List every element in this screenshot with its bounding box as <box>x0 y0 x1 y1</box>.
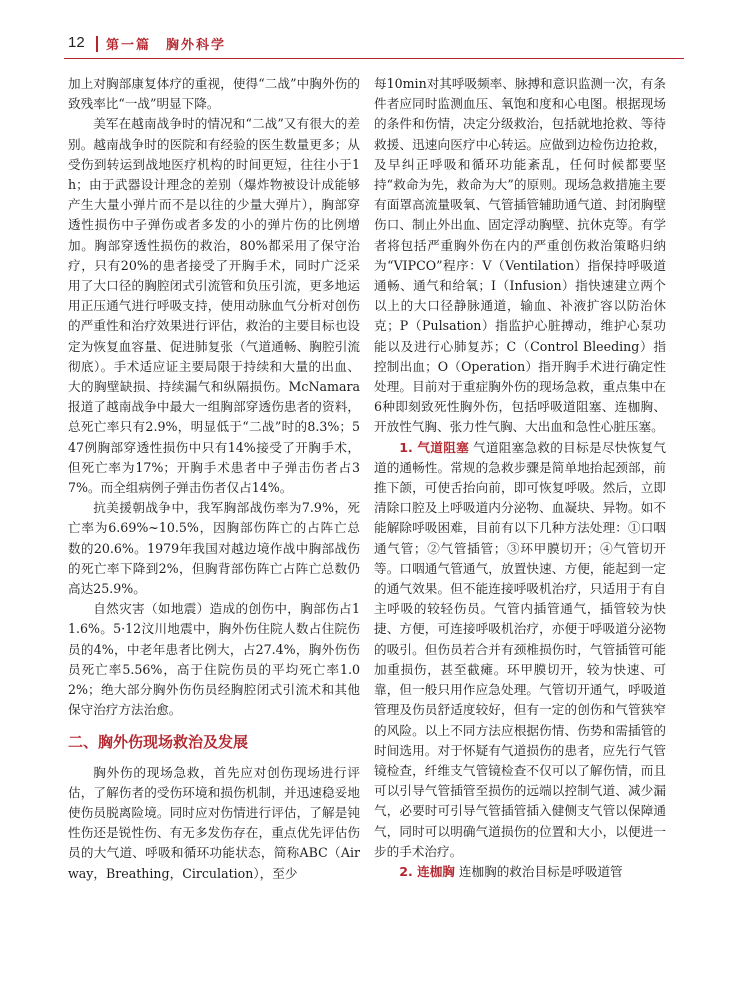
subheading-airway-obstruction: 1. 气道阻塞 <box>399 439 469 455</box>
paragraph: 抗美援朝战争中，我军胸部战伤率为7.9%，死亡率为6.69%~10.5%，因胸部伤阵亡的占阵亡总数的20.6%。1979年我国对越边境作战中胸部战伤的死亡率下降到2%，但胸背部伤阵亡占阵亡总数仍高达25.9%。 <box>68 500 360 597</box>
paragraph-text: 气道阻塞急救的目标是尽快恢复气道的通畅性。常规的急救步骤是简单地抬起颈部，前推下颌，可使舌抬向前，即可恢复呼吸。然后，立即清除口腔及上呼吸道内分泌物、血凝块、异物。如不能解除呼吸困难，目前有以下几种方法处理：①口咽通气管；②气管插管；③环甲膜切开；④气管切开等。口咽通气管通气，放置快速、方便，能起到一定的通气效果。但不能连接呼吸机治疗，只适用于有自主呼吸的较轻伤员。气管内插管通气，插管较为快捷、方便，可连接呼吸机治疗，亦便于呼吸道分泌物的吸引。但伤员若合并有颈椎损伤时，气管插管可能加重损伤，甚至截瘫。环甲膜切开，较为快速、可靠，但一般只用作应急处理。气管切开通气，呼吸道管理及伤员舒适度较好，但有一定的创伤和气管狭窄的风险。以上不同方法应根据伤情、伤势和需插管的时间选用。对于怀疑有气道损伤的患者，应先行气管镜检查，纤维支气管镜检查不仅可以了解伤情，而且可以引导气管插管至损伤的远端以控制气道、减少漏气，必要时可引导气管插管插入健侧支气管以保障通气，同时可以明确气道损伤的位置和大小，以便进一步的手术治疗。 <box>374 439 666 859</box>
paragraph <box>374 862 666 882</box>
header-separator <box>96 36 98 52</box>
paragraph <box>374 438 666 862</box>
paragraph: 每10min对其呼吸频率、脉搏和意识监测一次，有条件者应同时监测血压、氧饱和度和心电图。根据现场的条件和伤情，决定分级救治，包括就地抢救、等待救援、迅速向医疗中心转运。应做到边检伤边抢救，及早纠正呼吸和循环功能紊乱，任何时候都要坚持“救命为先，救命为大”的原则。现场急救措施主要有面罩高流量吸氧、气管插管辅助通气道、封闭胸壁伤口、制止外出血、固定浮动胸壁、抗休克等。有学者将包括严重胸外伤在内的严重创伤救治策略归纳为“VIPCO”程序：V（Ventilation）指保持呼吸道通畅、通气和给氧；I（Infusion）指快速建立两个以上的大口径静脉通道，输血、补液扩容以防治休克；P（Pulsation）指监护心脏搏动，维护心泵功能以及进行心肺复苏；C（Control Bleeding）指控制出血；O（Operation）指开胸手术进行确定性处理。目前对于重症胸外伤的现场急救，重点集中在6种即刻致死性胸外伤，包括呼吸道阻塞、连枷胸、开放性气胸、张力性气胸、大出血和急性心脏压塞。 <box>374 76 666 435</box>
paragraph-text: 连枷胸的救治目标是呼吸道管 <box>458 863 623 879</box>
paragraph: 美军在越南战争时的情况和“二战”又有很大的差别。越南战争时的医院和有经验的医生数量更多；从受伤到转运到战地医疗机构的时间更短，往往小于1h；由于武器设计理念的差别（爆炸物被设计成能够产生大量小弹片而不是以往的少量大弹片），胸部穿透性损伤中子弹伤或者多发的小的弹片伤的比例增加。胸部穿透性损伤的救治，80%都采用了保守治疗，只有20%的患者接受了开胸手术，同时广泛采用了大口径的胸腔闭式引流管和负压引流，更多地运用正压通气进行呼吸支持，使用动脉血气分析对创伤的严重性和治疗效果进行评估，救治的主要目标也设定为恢复血容量、促进肺复张（气道通畅、胸腔引流彻底）。手术适应证主要局限于持续和大量的出血、大的胸壁缺损、持续漏气和纵隔损伤。McNamara报道了越南战争中最大一组胸部穿透伤患者的资料，总死亡率只有2.9%，明显低于“二战”时的8.3%；547例胸部穿透性损伤中只有14%接受了开胸手术，但死亡率为17%；开胸手术患者中子弹击伤者占37%。而全组病例子弹击伤者仅占14%。 <box>68 116 360 496</box>
page-header <box>0 0 730 62</box>
left-column <box>68 74 360 884</box>
section-heading: 二、胸外伤现场救治及发展 <box>68 732 249 751</box>
paragraph: 自然灾害（如地震）造成的创伤中，胸部伤占11.6%。5·12汶川地震中，胸外伤住院人数占住院伤员的4%，中老年患者比例大，占27.4%，胸外伤伤员死亡率5.56%，高于住院伤员的平均死亡率1.02%；绝大部分胸外伤伤员经胸腔闭式引流术和其他保守治疗方法治愈。 <box>68 601 360 718</box>
paragraph: 加上对胸部康复体疗的重视，使得“二战”中胸外伤的致残率比“一战”明显下降。 <box>68 76 360 112</box>
chapter-title: 第一篇 胸外科学 <box>106 38 227 53</box>
page-number: 12 <box>68 34 85 51</box>
right-column <box>374 74 666 882</box>
paragraph: 胸外伤的现场急救，首先应对创伤现场进行评估，了解伤者的受伤环境和损伤机制，并迅速稳妥地使伤员脱离险境。同时应对伤情进行评估，了解是钝性伤还是锐性伤、有无多发伤存在，重点优先评估伤员的大气道、呼吸和循环功能状态，简称ABC（Airway，Breathing，Circulation），至少 <box>68 764 360 881</box>
subheading-flail-chest: 2. 连枷胸 <box>399 863 455 879</box>
header-rule <box>64 58 684 59</box>
